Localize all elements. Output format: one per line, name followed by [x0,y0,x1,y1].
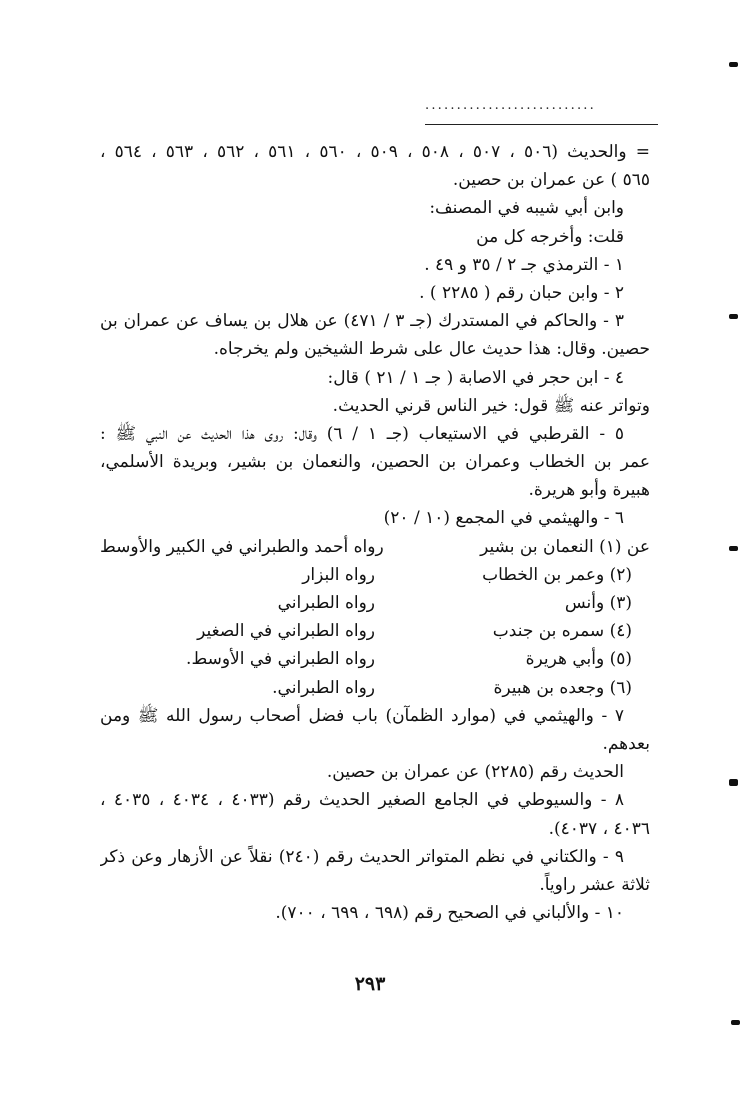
text-line: ٤ - ابن حجر في الاصابة ( جـ ١ / ٢١ ) قال: [327,367,624,388]
narrator-name: (٦) وجعده بن هبيرة [493,677,632,698]
page-number: ٢٩٣ [354,973,386,995]
text-line: هبيرة وأبو هريرة. [528,480,650,501]
text-line: ١ - الترمذي جـ ٢ / ٣٥ و ٤٩ . [424,254,624,275]
narrator-row [100,674,650,702]
page-body [100,138,650,927]
text-line: ٦ - والهيثمي في المجمع (١٠ / ٢٠) [383,508,624,529]
edge-mark [729,779,738,786]
text-line: الحديث رقم (٢٢٨٥) عن عمران بن حصين. [326,762,624,783]
text-line: عمر بن الخطاب وعمران بن الحصين، والنعمان بن بشير، وبريدة الأسلمي، [100,452,650,473]
text-line: = والحديث (٥٠٦ ، ٥٠٧ ، ٥٠٨ ، ٥٠٩ ، ٥٦٠ ، ٥٦١ ، ٥٦٢ ، ٥٦٣ ، ٥٦٤ ، [100,142,650,162]
narrator-name: (٢) وعمر بن الخطاب [482,564,632,585]
text-line: ٥ - القرطبي في الاستيعاب (جـ ١ / ٦) وقال: روى هذا الحديث عن النبي ﷺ : [100,423,624,444]
edge-mark [731,1020,740,1025]
text-line: ٥٦٥ ) عن عمران بن حصين. [452,170,650,191]
edge-mark [729,62,738,67]
header-dots: ........................... [425,98,596,113]
narrator-row [100,561,650,589]
text-line: ثلاثة عشر راوياً. [539,874,650,895]
header-rule [425,124,658,125]
text-line: ٤٠٣٦ ، ٤٠٣٧). [548,818,650,839]
narrator-row [100,645,650,673]
narrator-source: رواه الطبراني في الصغير [197,621,375,642]
text-line: قلت: وأخرجه كل من [476,226,624,247]
text-line: ٣ - والحاكم في المستدرك (جـ ٣ / ٤٧١) عن هلال بن يساف عن عمران بن [100,311,624,332]
narrator-source: رواه البزار [302,564,375,585]
text-line: ٩ - والكتاني في نظم المتواتر الحديث رقم (٢٤٠) نقلاً عن الأزهار وعن ذكر [100,846,624,867]
text-line: ٨ - والسيوطي في الجامع الصغير الحديث رقم (٤٠٣٣ ، ٤٠٣٤ ، ٤٠٣٥ ، [100,790,625,811]
narrator-name: (٥) وأبي هريرة [525,649,632,670]
text-line: ١٠ - والألباني في الصحيح رقم (٦٩٨ ، ٦٩٩ ، ٧٠٠). [275,903,624,924]
narrator-source: رواه الطبراني في الأوسط. [186,649,375,670]
narrator-source: رواه الطبراني. [272,677,375,698]
text-line: وتواتر عنه ﷺ قول: خير الناس قرني الحديث. [332,395,650,416]
narrator-row [100,617,650,645]
narrator-name: (٤) سمره بن جندب [492,621,632,642]
narrator-name: عن (١) النعمان بن بشير [480,536,650,557]
text-line: ٢ - وابن حبان رقم ( ٢٢٨٥ ) . [419,282,624,303]
narrator-source: رواه أحمد والطبراني في الكبير والأوسط [100,536,384,557]
narrator-row [100,589,650,617]
text-line: وابن أبي شيبه في المصنف: [429,198,624,219]
text-line: بعدهم. [602,733,650,754]
edge-mark [729,314,738,319]
narrator-name: (٣) وأنس [564,593,632,613]
text-line: حصين. وقال: هذا حديث عال على شرط الشيخين ولم يخرجاه. [213,339,650,360]
text-line: ٧ - والهيثمي في (موارد الظمآن) باب فضل أصحاب رسول الله ﷺ ومن [100,705,624,726]
narrator-source: رواه الطبراني [277,593,375,613]
narrator-row [100,533,650,561]
edge-mark [729,546,738,551]
